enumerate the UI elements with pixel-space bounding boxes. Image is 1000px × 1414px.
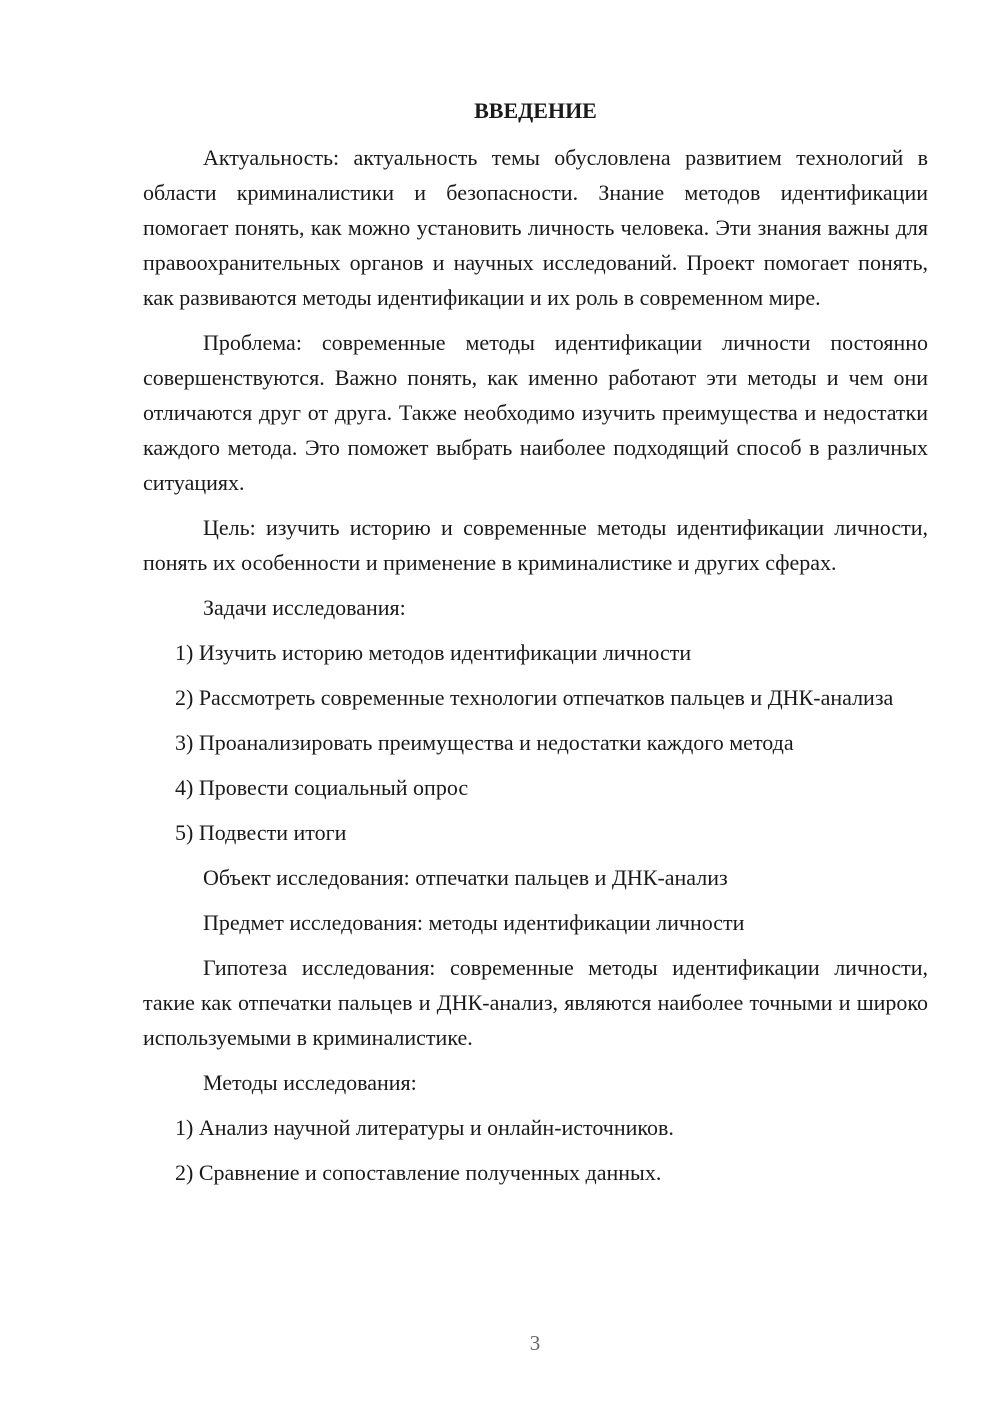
research-subject: Предмет исследования: методы идентификации личности — [203, 910, 745, 935]
task-item: 3) Проанализировать преимущества и недостатки каждого метода — [175, 730, 794, 755]
page-title: ВВЕДЕНИЕ — [474, 98, 597, 123]
methods-heading: Методы исследования: — [203, 1070, 417, 1095]
task-item: 5) Подвести итоги — [175, 820, 347, 845]
relevance-paragraph: Актуальность: актуальность темы обусловлена развитием технологий в области криминалистики и безопасности. Знание методов идентификации помогает понять, как можно установить личность человека. Эти знания важны для правоохранительных органов и научных исследований. Проект помогает понять, как развиваются методы идентификации и их роль в современном мире. — [143, 145, 928, 310]
page-number: 3 — [529, 1331, 541, 1355]
hypothesis-paragraph: Гипотеза исследования: современные методы идентификации личности, такие как отпечатки пальцев и ДНК-анализ, являются наиболее точными и широко используемыми в криминалистике. — [143, 955, 928, 1050]
method-item: 1) Анализ научной литературы и онлайн-источников. — [175, 1115, 674, 1140]
research-object: Объект исследования: отпечатки пальцев и ДНК-анализ — [203, 865, 728, 890]
task-item: 2) Рассмотреть современные технологии отпечатков пальцев и ДНК-анализа — [175, 685, 894, 710]
problem-paragraph: Проблема: современные методы идентификации личности постоянно совершенствуются. Важно понять, как именно работают эти методы и чем они отличаются друг от друга. Также необходимо изучить преимущества и недостатки каждого метода. Это поможет выбрать наиболее подходящий способ в различных ситуациях. — [143, 330, 928, 495]
method-item: 2) Сравнение и сопоставление полученных данных. — [175, 1160, 662, 1185]
tasks-heading: Задачи исследования: — [203, 595, 406, 620]
page-content — [143, 96, 928, 1200]
task-item: 1) Изучить историю методов идентификации личности — [175, 640, 692, 665]
task-item: 4) Провести социальный опрос — [175, 775, 469, 800]
goal-paragraph: Цель: изучить историю и современные методы идентификации личности, понять их особенности и применение в криминалистике и других сферах. — [143, 515, 928, 575]
